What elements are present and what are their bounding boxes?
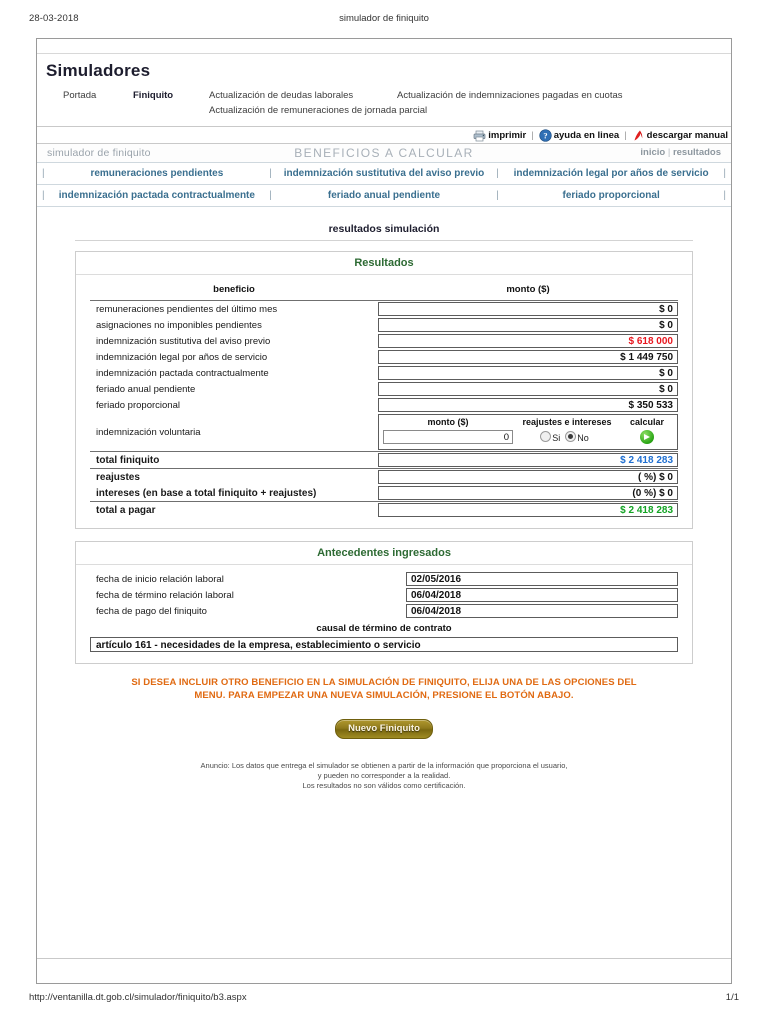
benefit-pipe: | (723, 190, 726, 201)
column-header-beneficio: beneficio (213, 284, 255, 295)
svg-text:?: ? (543, 130, 548, 141)
row-value-intereses: (0 %) $ 0 (378, 486, 678, 500)
row-label-fecha-pago: fecha de pago del finiquito (96, 605, 207, 617)
benefit-link-indemnizacion-legal[interactable]: indemnización legal por años de servicio (513, 168, 709, 179)
benefit-nav-row-1 (37, 163, 731, 185)
footer-page-number: 1/1 (725, 992, 739, 1003)
benefit-link-feriado-proporcional[interactable]: feriado proporcional (562, 190, 660, 201)
table-row-total-finiquito (90, 452, 678, 468)
pdf-acrobat-icon (632, 129, 645, 142)
table-row (90, 381, 678, 397)
section-title-resultados-simulacion: resultados simulación (75, 217, 693, 241)
page-title: Simuladores (46, 61, 151, 80)
table-row (90, 365, 678, 381)
results-panel-title: Resultados (76, 252, 692, 275)
radio-reajustes-no[interactable] (565, 431, 576, 442)
row-value-total-a-pagar: $ 2 418 283 (378, 503, 678, 517)
online-help-label: ayuda en linea (553, 130, 620, 141)
radio-label-no: No (577, 433, 589, 443)
toolbar-separator-2: | (624, 130, 627, 141)
print-footer (0, 992, 768, 1006)
table-row (90, 301, 678, 317)
print-date: 28-03-2018 (29, 13, 79, 24)
disclaimer-line-1: Anuncio: Los datos que entrega el simulador se obtienen a partir de la información que proporciona el usuario, (200, 761, 568, 770)
nav-item-jornada-parcial[interactable]: Actualización de remuneraciones de jornada parcial (209, 105, 428, 116)
benefit-link-feriado-anual[interactable]: feriado anual pendiente (327, 190, 441, 201)
main-navigation (37, 85, 731, 127)
notice-line-2: MENU. PARA EMPEZAR UNA NUEVA SIMULACIÓN, PRESIONE EL BOTÓN ABAJO. (194, 690, 574, 701)
row-value-fecha-inicio: 02/05/2016 (406, 572, 678, 586)
toolbar-separator-1: | (531, 130, 534, 141)
row-value-indemnizacion-legal: $ 1 449 750 (378, 350, 678, 364)
row-value-total-finiquito: $ 2 418 283 (378, 453, 678, 467)
site-header-strip (37, 39, 731, 54)
row-label-remuneraciones-pendientes: remuneraciones pendientes del último mes (96, 303, 278, 315)
results-table (90, 281, 678, 518)
table-row (90, 317, 678, 333)
print-document-title: simulador de finiquito (339, 13, 429, 24)
nav-item-indemnizaciones-cuotas[interactable]: Actualización de indemnizaciones pagadas en cuotas (397, 90, 623, 101)
nav-item-finiquito[interactable]: Finiquito (133, 90, 174, 101)
antecedentes-table (90, 571, 678, 653)
print-label: imprimir (488, 130, 527, 141)
row-label-feriado-anual: feriado anual pendiente (96, 383, 196, 395)
benefit-pipe: | (496, 168, 499, 179)
benefits-bar (37, 144, 731, 163)
bar-links (640, 147, 721, 158)
footer-url: http://ventanilla.dt.gob.cl/simulador/finiquito/b3.aspx (29, 992, 247, 1003)
notice-text (91, 676, 677, 702)
row-value-fecha-termino: 06/04/2018 (406, 588, 678, 602)
notice-line-1: SI DESEA INCLUIR OTRO BENEFICIO EN LA SIMULACIÓN DE FINIQUITO, ELIJA UNA DE LAS OPCIONES DEL (131, 677, 637, 688)
benefit-pipe: | (723, 168, 726, 179)
row-value-indemnizacion-pactada: $ 0 (378, 366, 678, 380)
row-label-indemnizacion-legal: indemnización legal por años de servicio (96, 351, 268, 363)
calcular-arrow-icon[interactable] (640, 430, 654, 444)
benefit-pipe: | (42, 190, 45, 201)
table-row (90, 603, 678, 619)
content-area (37, 207, 731, 791)
row-value-feriado-anual: $ 0 (378, 382, 678, 396)
link-resultados[interactable]: resultados (672, 147, 721, 158)
disclaimer-line-2: y pueden no corresponder a la realidad. (317, 771, 451, 780)
row-label-feriado-proporcional: feriado proporcional (96, 399, 180, 411)
benefit-pipe: | (269, 168, 272, 179)
row-label-intereses: intereses (en base a total finiquito + reajustes) (96, 487, 317, 499)
antecedentes-panel (75, 541, 693, 664)
table-row (90, 333, 678, 349)
causal-value: artículo 161 - necesidades de la empresa, establecimiento o servicio (90, 637, 678, 652)
table-row (90, 397, 678, 413)
benefits-bar-title: BENEFICIOS A CALCULAR (294, 146, 474, 160)
voluntaria-monto-header: monto ($) (427, 417, 469, 427)
table-row (90, 571, 678, 587)
download-manual-button[interactable] (632, 129, 728, 142)
row-label-total-finiquito: total finiquito (96, 454, 160, 466)
table-row-indemnizacion-voluntaria (90, 413, 678, 451)
causal-value-row (90, 636, 678, 653)
row-value-asignaciones-no-imponibles: $ 0 (378, 318, 678, 332)
row-label-indemnizacion-pactada: indemnización pactada contractualmente (96, 367, 269, 379)
print-button[interactable] (473, 130, 526, 142)
row-label-fecha-termino: fecha de término relación laboral (96, 589, 234, 601)
nav-item-deudas-laborales[interactable]: Actualización de deudas laborales (209, 90, 354, 101)
column-header-monto: monto ($) (506, 284, 550, 295)
results-table-header-row (90, 281, 678, 300)
nav-item-portada[interactable]: Portada (63, 90, 97, 101)
voluntaria-reajustes-header: reajustes e intereses (522, 417, 612, 427)
table-row-reajustes (90, 469, 678, 485)
benefit-pipe: | (496, 190, 499, 201)
bottom-divider (37, 958, 731, 959)
row-value-feriado-proporcional: $ 350 533 (378, 398, 678, 412)
benefit-link-remuneraciones-pendientes[interactable]: remuneraciones pendientes (90, 168, 224, 179)
row-label-indemnizacion-sustitutiva: indemnización sustitutiva del aviso previo (96, 335, 271, 347)
disclaimer-line-3: Los resultados no son válidos como certificación. (302, 781, 466, 790)
row-value-indemnizacion-sustitutiva: $ 618 000 (378, 334, 678, 348)
simulator-name: simulador de finiquito (47, 147, 151, 159)
tool-strip (37, 127, 731, 144)
row-label-fecha-inicio: fecha de inicio relación laboral (96, 573, 224, 585)
bar-links-separator: | (667, 147, 671, 158)
row-label-total-a-pagar: total a pagar (96, 504, 156, 516)
radio-label-si: Si (552, 433, 561, 443)
print-header (0, 13, 768, 27)
link-inicio[interactable]: inicio (640, 147, 666, 158)
radio-reajustes-si[interactable] (540, 431, 551, 442)
table-row (90, 349, 678, 365)
voluntaria-calcular-header: calcular (629, 417, 665, 427)
download-manual-label: descargar manual (646, 130, 728, 141)
row-value-reajustes: ( %) $ 0 (378, 470, 678, 484)
benefit-pipe: | (42, 168, 45, 179)
benefit-pipe: | (269, 190, 272, 201)
benefit-link-indemnizacion-sustitutiva[interactable]: indemnización sustitutiva del aviso previo (283, 168, 485, 179)
online-help-button[interactable] (539, 129, 619, 142)
voluntaria-control-group (378, 414, 678, 450)
new-simulation-button-wrap (67, 718, 701, 739)
disclaimer-text (67, 761, 701, 791)
table-row-intereses (90, 485, 678, 501)
causal-title: causal de término de contrato (316, 623, 452, 634)
printer-icon (473, 130, 486, 142)
nuevo-finiquito-button[interactable]: Nuevo Finiquito (335, 719, 433, 739)
table-row-total-pagar (90, 502, 678, 518)
row-label-indemnizacion-voluntaria: indemnización voluntaria (96, 426, 201, 438)
row-label-reajustes: reajustes (96, 471, 140, 483)
benefit-nav-row-2 (37, 185, 731, 207)
results-panel (75, 251, 693, 529)
causal-title-row (90, 619, 678, 636)
row-value-remuneraciones-pendientes: $ 0 (378, 302, 678, 316)
row-value-fecha-pago: 06/04/2018 (406, 604, 678, 618)
benefit-link-indemnizacion-pactada[interactable]: indemnización pactada contractualmente (58, 190, 255, 201)
voluntaria-monto-input[interactable]: 0 (383, 430, 513, 444)
antecedentes-panel-title: Antecedentes ingresados (76, 542, 692, 565)
table-row (90, 587, 678, 603)
row-label-asignaciones-no-imponibles: asignaciones no imponibles pendientes (96, 319, 262, 331)
page-frame (36, 38, 732, 984)
help-question-icon (539, 129, 552, 142)
